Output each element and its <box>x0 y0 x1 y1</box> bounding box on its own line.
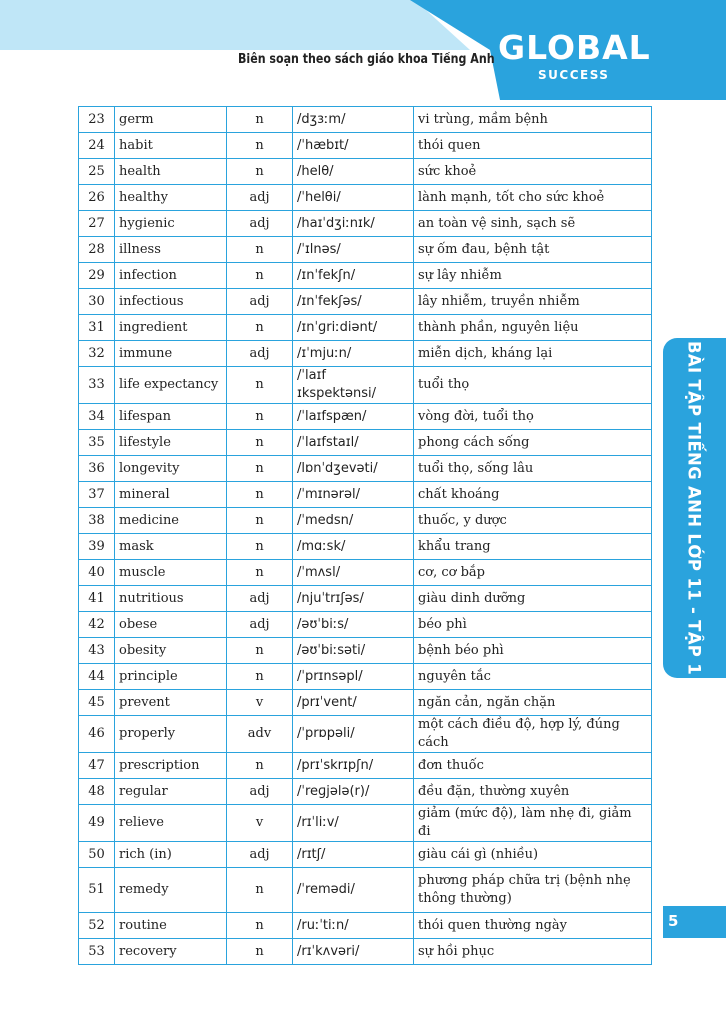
row-pronunciation: /ˈprɒpəli/ <box>293 716 414 753</box>
row-pronunciation: /rɪˈkʌvəri/ <box>293 939 414 965</box>
table-row <box>79 842 652 868</box>
row-meaning: thành phần, nguyên liệu <box>414 315 652 341</box>
header-light-band <box>0 0 470 50</box>
table-row <box>79 107 652 133</box>
row-number: 52 <box>79 913 115 939</box>
row-part-of-speech: n <box>227 237 293 263</box>
row-word: immune <box>115 341 227 367</box>
row-part-of-speech: n <box>227 430 293 456</box>
row-pronunciation: /ɪˈmjuːn/ <box>293 341 414 367</box>
row-meaning: lây nhiễm, truyền nhiễm <box>414 289 652 315</box>
table-row <box>79 716 652 753</box>
row-word: prevent <box>115 690 227 716</box>
table-row <box>79 913 652 939</box>
row-word: regular <box>115 779 227 805</box>
row-number: 38 <box>79 508 115 534</box>
row-meaning: đơn thuốc <box>414 753 652 779</box>
table-row <box>79 638 652 664</box>
row-part-of-speech: adj <box>227 185 293 211</box>
row-meaning: miễn dịch, kháng lại <box>414 341 652 367</box>
row-number: 50 <box>79 842 115 868</box>
row-part-of-speech: adj <box>227 341 293 367</box>
row-number: 29 <box>79 263 115 289</box>
row-part-of-speech: adj <box>227 612 293 638</box>
row-part-of-speech: n <box>227 107 293 133</box>
row-part-of-speech: n <box>227 868 293 913</box>
row-number: 31 <box>79 315 115 341</box>
row-number: 32 <box>79 341 115 367</box>
row-meaning: thói quen <box>414 133 652 159</box>
row-word: properly <box>115 716 227 753</box>
row-pronunciation: /prɪˈvent/ <box>293 690 414 716</box>
row-pronunciation: /rɪtʃ/ <box>293 842 414 868</box>
table-row <box>79 430 652 456</box>
row-number: 51 <box>79 868 115 913</box>
row-part-of-speech: n <box>227 159 293 185</box>
row-word: prescription <box>115 753 227 779</box>
row-number: 40 <box>79 560 115 586</box>
vocabulary-table <box>78 106 652 965</box>
row-number: 43 <box>79 638 115 664</box>
table-row <box>79 612 652 638</box>
row-pronunciation: /ˈɪlnəs/ <box>293 237 414 263</box>
row-number: 45 <box>79 690 115 716</box>
table-row <box>79 586 652 612</box>
table-row <box>79 133 652 159</box>
row-pronunciation: /lɒnˈdʒevəti/ <box>293 456 414 482</box>
side-tab-label: BÀI TẬP TIẾNG ANH LỚP 11 - TẬP 1 <box>684 341 704 675</box>
row-word: health <box>115 159 227 185</box>
row-part-of-speech: n <box>227 638 293 664</box>
row-meaning: sự lây nhiễm <box>414 263 652 289</box>
row-meaning: một cách điều độ, hợp lý, đúng cách <box>414 716 652 753</box>
table-row <box>79 159 652 185</box>
table-row <box>79 237 652 263</box>
row-pronunciation: /ˈlaɪfspæn/ <box>293 404 414 430</box>
row-number: 37 <box>79 482 115 508</box>
table-row <box>79 456 652 482</box>
row-part-of-speech: n <box>227 133 293 159</box>
row-number: 25 <box>79 159 115 185</box>
row-number: 36 <box>79 456 115 482</box>
row-pronunciation: /ˈreɡjələ(r)/ <box>293 779 414 805</box>
row-part-of-speech: adj <box>227 586 293 612</box>
row-meaning: ngăn cản, ngăn chặn <box>414 690 652 716</box>
row-pronunciation: /ˈlaɪf ɪkspektənsi/ <box>293 367 414 404</box>
table-row <box>79 263 652 289</box>
table-row <box>79 367 652 404</box>
row-number: 30 <box>79 289 115 315</box>
row-meaning: an toàn vệ sinh, sạch sẽ <box>414 211 652 237</box>
table-row <box>79 185 652 211</box>
row-word: obese <box>115 612 227 638</box>
row-part-of-speech: n <box>227 404 293 430</box>
row-pronunciation: /ɪnˈfekʃn/ <box>293 263 414 289</box>
row-part-of-speech: n <box>227 263 293 289</box>
row-word: illness <box>115 237 227 263</box>
row-part-of-speech: n <box>227 456 293 482</box>
row-number: 47 <box>79 753 115 779</box>
table-row <box>79 805 652 842</box>
table-row <box>79 753 652 779</box>
row-word: routine <box>115 913 227 939</box>
table-row <box>79 211 652 237</box>
row-meaning: lành mạnh, tốt cho sức khoẻ <box>414 185 652 211</box>
row-part-of-speech: adv <box>227 716 293 753</box>
row-pronunciation: /ˈlaɪfstaɪl/ <box>293 430 414 456</box>
row-word: lifespan <box>115 404 227 430</box>
row-word: medicine <box>115 508 227 534</box>
row-word: lifestyle <box>115 430 227 456</box>
table-row <box>79 404 652 430</box>
row-number: 53 <box>79 939 115 965</box>
row-number: 49 <box>79 805 115 842</box>
row-pronunciation: /ɪnˈfekʃəs/ <box>293 289 414 315</box>
row-meaning: tuổi thọ <box>414 367 652 404</box>
row-number: 33 <box>79 367 115 404</box>
row-number: 27 <box>79 211 115 237</box>
row-meaning: giàu cái gì (nhiều) <box>414 842 652 868</box>
row-part-of-speech: n <box>227 939 293 965</box>
row-pronunciation: /ˈmedsn/ <box>293 508 414 534</box>
row-part-of-speech: adj <box>227 779 293 805</box>
row-number: 42 <box>79 612 115 638</box>
row-number: 41 <box>79 586 115 612</box>
row-word: principle <box>115 664 227 690</box>
row-pronunciation: /prɪˈskrɪpʃn/ <box>293 753 414 779</box>
row-pronunciation: /əʊˈbiːs/ <box>293 612 414 638</box>
table-row <box>79 939 652 965</box>
row-word: remedy <box>115 868 227 913</box>
row-pronunciation: /helθ/ <box>293 159 414 185</box>
row-meaning: thuốc, y dược <box>414 508 652 534</box>
row-word: infection <box>115 263 227 289</box>
row-meaning: nguyên tắc <box>414 664 652 690</box>
row-number: 28 <box>79 237 115 263</box>
row-part-of-speech: adj <box>227 211 293 237</box>
table-row <box>79 289 652 315</box>
row-meaning: tuổi thọ, sống lâu <box>414 456 652 482</box>
row-pronunciation: /ˈmʌsl/ <box>293 560 414 586</box>
row-number: 34 <box>79 404 115 430</box>
table-row <box>79 482 652 508</box>
row-pronunciation: /haɪˈdʒiːnɪk/ <box>293 211 414 237</box>
row-pronunciation: /dʒɜːm/ <box>293 107 414 133</box>
row-meaning: giàu dinh dưỡng <box>414 586 652 612</box>
row-meaning: phong cách sống <box>414 430 652 456</box>
table-row <box>79 508 652 534</box>
row-part-of-speech: n <box>227 315 293 341</box>
table-row <box>79 664 652 690</box>
row-part-of-speech: adj <box>227 842 293 868</box>
row-meaning: cơ, cơ bắp <box>414 560 652 586</box>
logo-global: GLOBAL <box>498 28 651 67</box>
row-part-of-speech: adj <box>227 289 293 315</box>
row-meaning: sự ốm đau, bệnh tật <box>414 237 652 263</box>
row-word: longevity <box>115 456 227 482</box>
row-word: muscle <box>115 560 227 586</box>
row-pronunciation: /mɑːsk/ <box>293 534 414 560</box>
row-pronunciation: /ˈhæbɪt/ <box>293 133 414 159</box>
row-number: 35 <box>79 430 115 456</box>
row-pronunciation: /ˈprɪnsəpl/ <box>293 664 414 690</box>
row-meaning: chất khoáng <box>414 482 652 508</box>
row-part-of-speech: v <box>227 805 293 842</box>
row-word: obesity <box>115 638 227 664</box>
row-part-of-speech: n <box>227 560 293 586</box>
row-part-of-speech: v <box>227 690 293 716</box>
row-meaning: khẩu trang <box>414 534 652 560</box>
row-part-of-speech: n <box>227 913 293 939</box>
row-word: life expectancy <box>115 367 227 404</box>
row-word: habit <box>115 133 227 159</box>
row-word: relieve <box>115 805 227 842</box>
row-meaning: sức khoẻ <box>414 159 652 185</box>
table-row <box>79 315 652 341</box>
row-number: 24 <box>79 133 115 159</box>
row-word: ingredient <box>115 315 227 341</box>
row-number: 46 <box>79 716 115 753</box>
row-word: germ <box>115 107 227 133</box>
row-meaning: bệnh béo phì <box>414 638 652 664</box>
header-banner <box>0 0 726 100</box>
row-meaning: sự hồi phục <box>414 939 652 965</box>
row-meaning: béo phì <box>414 612 652 638</box>
row-number: 26 <box>79 185 115 211</box>
row-part-of-speech: n <box>227 664 293 690</box>
table-row <box>79 560 652 586</box>
logo-success: SUCCESS <box>538 68 610 82</box>
row-meaning: vi trùng, mầm bệnh <box>414 107 652 133</box>
row-number: 23 <box>79 107 115 133</box>
row-word: nutritious <box>115 586 227 612</box>
row-pronunciation: /rɪˈliːv/ <box>293 805 414 842</box>
row-meaning: vòng đời, tuổi thọ <box>414 404 652 430</box>
row-part-of-speech: n <box>227 534 293 560</box>
table-row <box>79 868 652 913</box>
row-part-of-speech: n <box>227 753 293 779</box>
vocabulary-table-body <box>79 107 652 965</box>
table-row <box>79 690 652 716</box>
row-number: 39 <box>79 534 115 560</box>
header-subtitle: Biên soạn theo sách giáo khoa Tiếng Anh <box>238 52 495 67</box>
row-pronunciation: /ˈremədi/ <box>293 868 414 913</box>
row-number: 44 <box>79 664 115 690</box>
row-meaning: phương pháp chữa trị (bệnh nhẹ thông thường) <box>414 868 652 913</box>
row-part-of-speech: n <box>227 508 293 534</box>
row-number: 48 <box>79 779 115 805</box>
row-pronunciation: /ˈhelθi/ <box>293 185 414 211</box>
row-pronunciation: /ruːˈtiːn/ <box>293 913 414 939</box>
table-row <box>79 534 652 560</box>
row-word: mineral <box>115 482 227 508</box>
row-pronunciation: /əʊˈbiːsəti/ <box>293 638 414 664</box>
row-pronunciation: /ɪnˈɡriːdiənt/ <box>293 315 414 341</box>
row-meaning: thói quen thường ngày <box>414 913 652 939</box>
row-word: rich (in) <box>115 842 227 868</box>
row-part-of-speech: n <box>227 482 293 508</box>
row-meaning: giảm (mức độ), làm nhẹ đi, giảm đi <box>414 805 652 842</box>
table-row <box>79 779 652 805</box>
row-word: mask <box>115 534 227 560</box>
page-number: 5 <box>668 912 679 930</box>
row-pronunciation: /ˈmɪnərəl/ <box>293 482 414 508</box>
row-meaning: đều đặn, thường xuyên <box>414 779 652 805</box>
row-word: healthy <box>115 185 227 211</box>
row-word: infectious <box>115 289 227 315</box>
row-word: hygienic <box>115 211 227 237</box>
row-part-of-speech: n <box>227 367 293 404</box>
table-row <box>79 341 652 367</box>
row-pronunciation: /njuˈtrɪʃəs/ <box>293 586 414 612</box>
row-word: recovery <box>115 939 227 965</box>
